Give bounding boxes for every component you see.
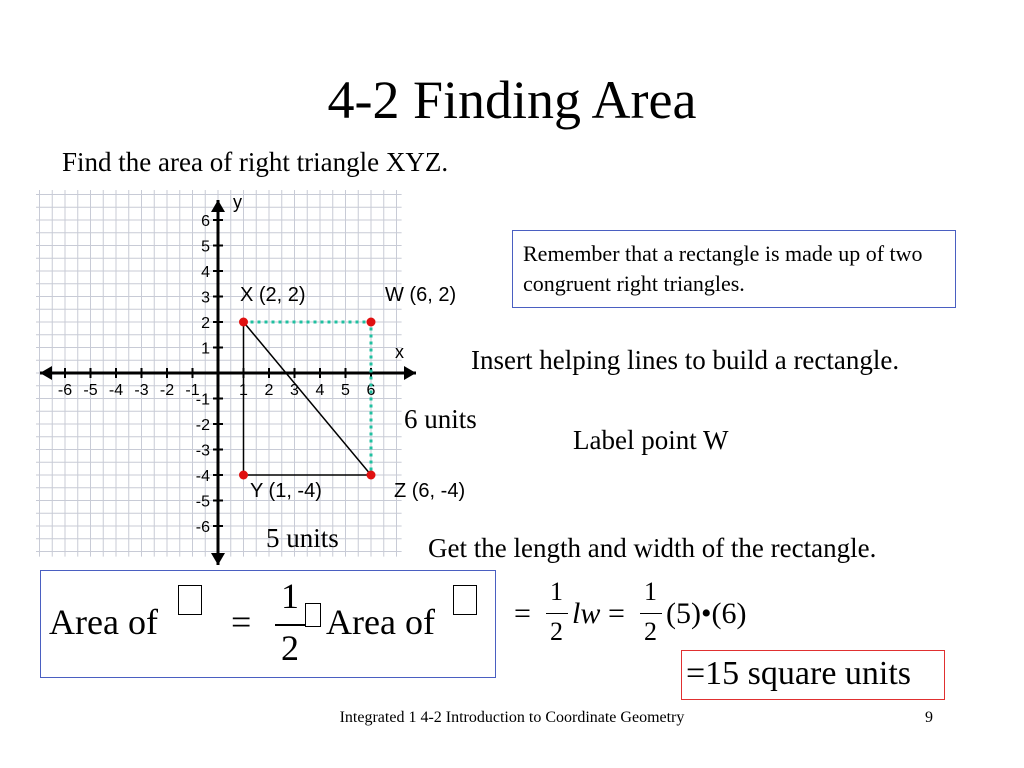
y-tick-label: 2 [201,315,210,332]
x-axis-arrow-left [40,366,52,380]
x-tick-label: -4 [108,382,124,399]
calc-half-numerator-2: 1 [644,577,657,606]
x-tick-label: 1 [239,382,248,399]
page-number: 9 [925,709,933,726]
formula-numerator: 1 [281,576,299,616]
x-tick-label: -6 [57,382,73,399]
y-tick-label: 6 [201,213,210,230]
calculation-line [510,575,810,655]
y-tick-label: -2 [195,417,210,434]
formula-equals: = [231,602,252,642]
length-width-instruction: Get the length and width of the rectangle. [428,533,877,563]
y-tick-label: -5 [195,493,210,511]
calc-fraction-bar-1 [546,613,568,614]
y-tick-label: -3 [195,442,210,460]
y-axis-arrow-down [211,553,225,565]
point-label-w: W (6, 2) [385,284,457,306]
coordinate-graph [36,190,426,570]
y-axis-label: y [233,192,242,212]
calc-product: (5)•(6) [666,597,747,630]
y-tick-label: 1 [201,340,210,358]
slide-footer: Integrated 1 4-2 Introduction to Coordinate Geometry [339,709,685,726]
rectangle-note: Remember that a rectangle is made up of two congruent right triangles. [512,230,956,308]
y-tick-label: -6 [195,519,210,536]
five-units-label: 5 units [266,523,339,553]
x-tick-label: 2 [264,382,274,399]
answer-box: =15 square units [681,650,945,700]
x-tick-label: -1 [185,382,200,399]
formula-left-text: Area of [49,602,158,642]
label-point-instruction: Label point W [573,425,729,455]
x-axis-arrow-right [404,366,416,380]
six-units-label: 6 units [404,404,477,434]
point-y [239,471,248,480]
point-z [367,471,376,480]
formula-fraction-bar [275,624,305,626]
calc-equals-2: = [608,597,625,630]
point-x [239,318,248,327]
x-tick-label: 3 [290,382,299,399]
y-tick-label: -1 [195,391,210,409]
x-axis-label: x [395,342,404,362]
calc-equals-1: = [514,597,531,630]
area-formula-box [40,570,496,678]
formula-denominator: 2 [281,628,299,668]
triangle-placeholder-icon [178,585,202,615]
calc-fraction-bar-2 [640,613,662,614]
y-tick-label: 3 [201,289,210,307]
x-tick-label: -3 [134,382,149,399]
y-tick-label: -4 [195,468,210,485]
placeholder-small-icon [305,603,321,627]
problem-statement: Find the area of right triangle XYZ. [62,147,449,177]
y-tick-label: 4 [201,264,210,281]
point-label-y: Y (1, -4) [250,480,322,502]
formula-right-text: Area of [326,602,435,642]
x-tick-label: 4 [315,382,325,399]
x-tick-label: -2 [159,382,175,399]
rectangle-placeholder-icon [453,585,477,615]
calc-lw: lw [572,597,601,630]
point-label-z: Z (6, -4) [394,480,466,502]
y-axis-arrow-up [211,200,225,212]
x-tick-label: 6 [366,382,376,399]
calc-half-numerator: 1 [550,577,563,606]
calc-half-denominator: 2 [550,617,563,646]
helper-lines-instruction: Insert helping lines to build a rectangle. [471,345,900,375]
slide-title: 4-2 Finding Area [327,70,697,130]
x-tick-label: -5 [83,382,98,399]
point-w [367,318,376,327]
point-label-x: X (2, 2) [240,284,306,306]
calc-half-denominator-2: 2 [644,617,657,646]
y-tick-label: 5 [201,238,210,256]
x-tick-label: 5 [341,382,350,399]
